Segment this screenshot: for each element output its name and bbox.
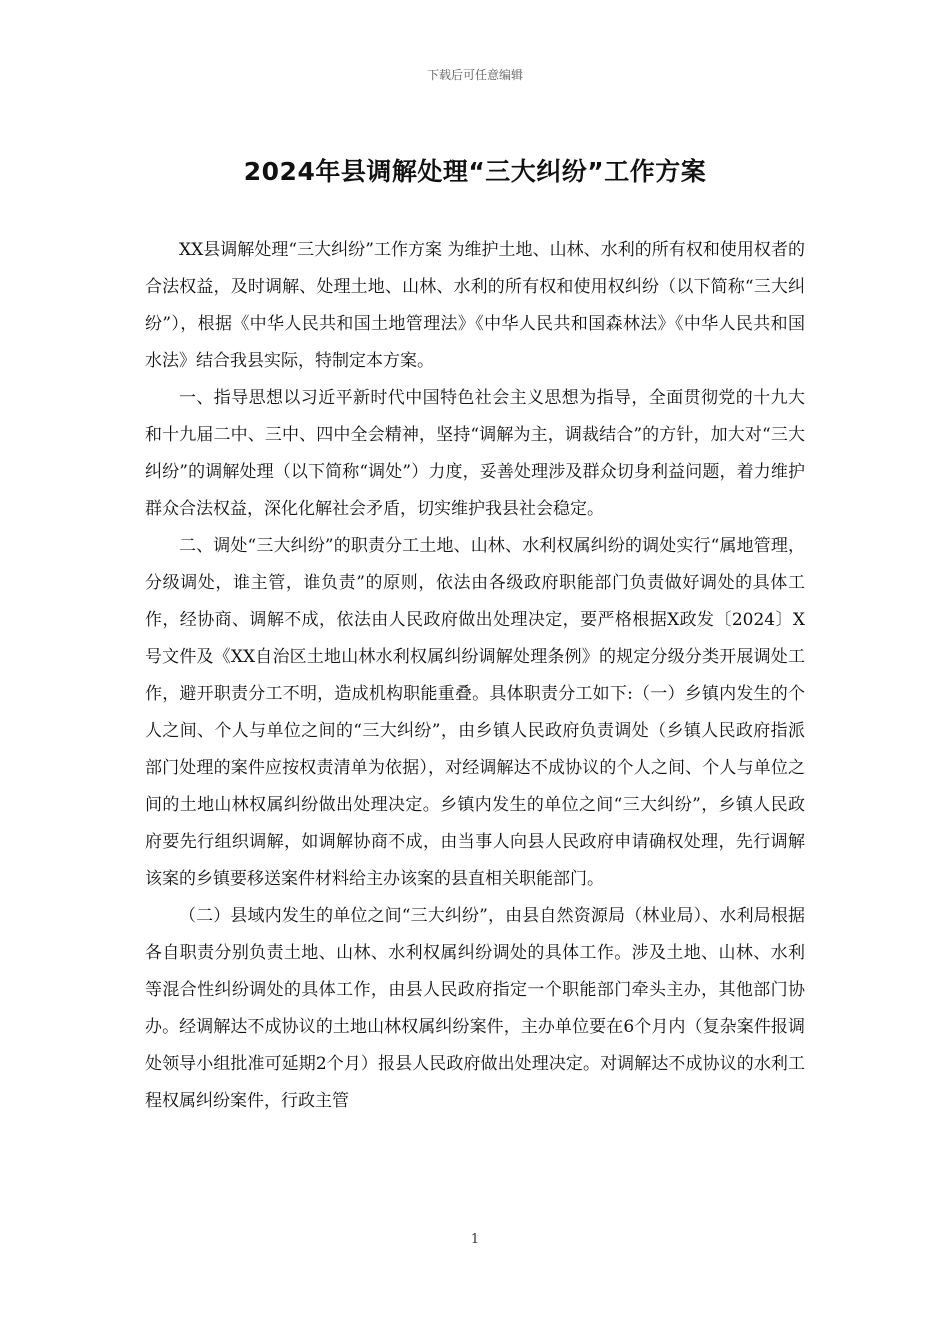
- document-title: 2024年县调解处理“三大纠纷”工作方案: [243, 157, 707, 186]
- body-paragraph-responsibilities: 二、调处“三大纠纷”的职责分工土地、山林、水利权属纠纷的调处实行“属地管理，分级调处，谁主管，谁负责”的原则，依法由各级政府职能部门负责做好调处的具体工作，经协商、调解不成，依法由人民政府做出处理决定，要严格根据X政发〔2024〕X号文件及《XX自治区土地山林水利权属纠纷调解处理条例》的规定分级分类开展调处工作，避开职责分工不明，造成机构职能重叠。具体职责分工如下:（一）乡镇内发生的个人之间、个人与单位之间的“三大纠纷”，由乡镇人民政府负责调处（乡镇人民政府指派部门处理的案件应按权责清单为依据），对经调解达不成协议的个人之间、个人与单位之间的土地山林权属纠纷做出处理决定。乡镇内发生的单位之间“三大纠纷”，乡镇人民政府要先行组织调解，如调解协商不成，由当事人向县人民政府申请确权处理，先行调解该案的乡镇要移送案件材料给主办该案的县直相关职能部门。: [145, 536, 805, 889]
- document-body: [145, 232, 805, 1120]
- page-number: 1: [470, 1232, 480, 1247]
- body-paragraph-county-disputes: （二）县域内发生的单位之间“三大纠纷”，由县自然资源局（林业局）、水利局根据各自职责分别负责土地、山林、水利权属纠纷调处的具体工作。涉及土地、山林、水利等混合性纠纷调处的具体工作，由县人民政府指定一个职能部门牵头主办，其他部门协办。经调解达不成协议的土地山林权属纠纷案件，主办单位要在6个月内（复杂案件报调处领导小组批准可延期2个月）报县人民政府做出处理决定。对调解达不成协议的水利工程权属纠纷案件，行政主管: [145, 906, 805, 1111]
- header-note: 下载后可任意编辑: [426, 68, 523, 82]
- body-paragraph-intro: XX县调解处理“三大纠纷”工作方案 为维护土地、山林、水利的所有权和使用权者的合法权益，及时调解、处理土地、山林、水利的所有权和使用权纠纷（以下简称“三大纠纷”），根据《中华人民共和国土地管理法》《中华人民共和国森林法》《中华人民共和国水法》结合我县实际，特制定本方案。: [145, 240, 805, 371]
- body-paragraph-guiding-ideology: 一、指导思想以习近平新时代中国特色社会主义思想为指导，全面贯彻党的十九大和十九届二中、三中、四中全会精神，坚持“调解为主，调裁结合”的方针，加大对“三大纠纷”的调解处理（以下简称“调处”）力度，妥善处理涉及群众切身利益问题，着力维护群众合法权益，深化化解社会矛盾，切实维护我县社会稳定。: [145, 388, 805, 519]
